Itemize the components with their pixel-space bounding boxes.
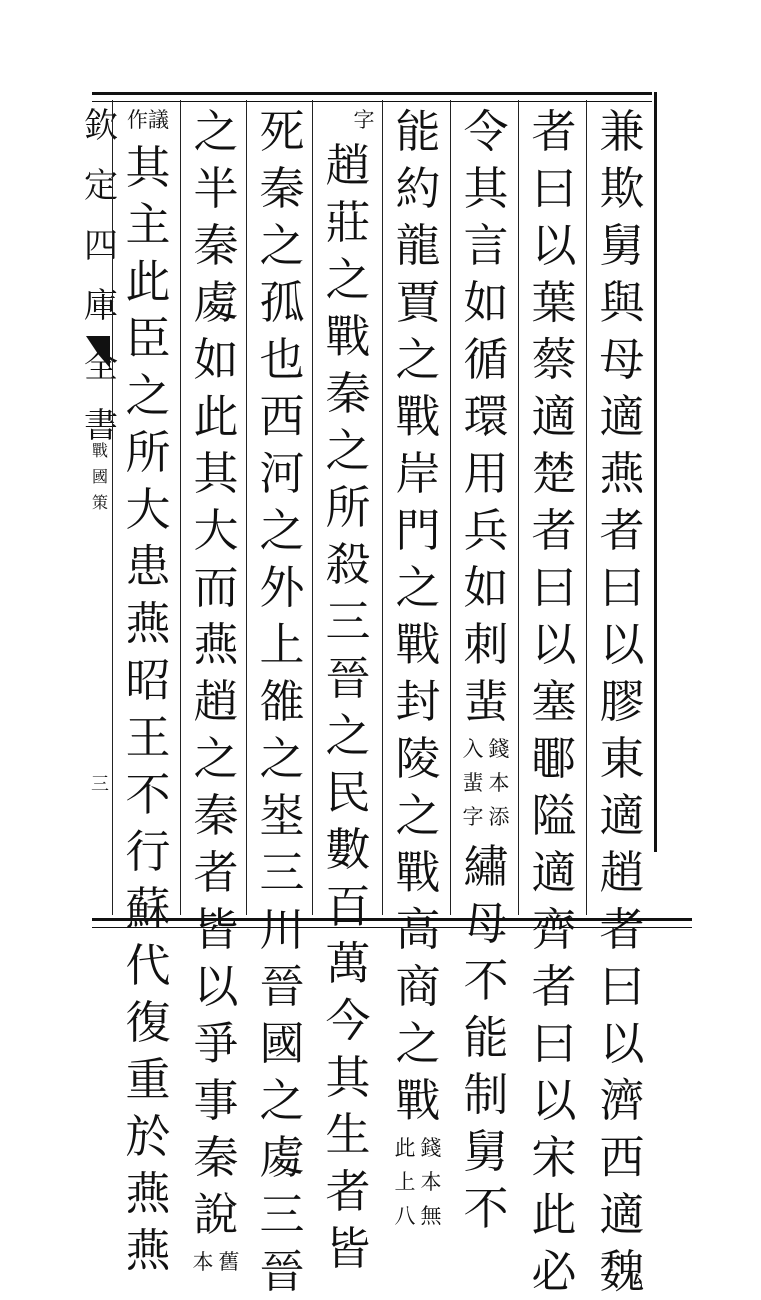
text-column-6 bbox=[252, 103, 312, 1298]
annotation bbox=[118, 103, 178, 137]
annotation-right: 錢本無 bbox=[420, 1136, 442, 1228]
page-frame-right bbox=[654, 92, 657, 852]
text-column-1 bbox=[592, 103, 652, 1298]
annotation-left: 本 bbox=[192, 1250, 214, 1274]
annotation-left: 此上八 bbox=[394, 1136, 416, 1228]
column-text: 兼欺舅與母適燕者曰以膠東適趙者曰以濟西適魏 bbox=[599, 105, 645, 1298]
page-frame-top bbox=[92, 92, 652, 102]
column-text: 令其言如循環用兵如刺蜚 bbox=[463, 105, 509, 728]
book-title: 欽定四庫全書 bbox=[84, 106, 118, 446]
text-column-7 bbox=[186, 103, 246, 1274]
annotation-continued: 字 bbox=[353, 108, 375, 132]
column-text: 趙莊之戰秦之所殺三晉之民數百萬今其生者皆 bbox=[325, 139, 371, 1275]
annotation-left: 入蜚字 bbox=[462, 737, 484, 829]
column-rule bbox=[586, 100, 587, 915]
column-text: 死秦之孤也西河之外上雒之埊三川晉國之䖏三晉 bbox=[259, 105, 305, 1298]
column-rule bbox=[246, 100, 247, 915]
annotation bbox=[456, 732, 516, 834]
column-rule bbox=[312, 100, 313, 915]
column-text: 其主此臣之所大患燕昭王不行蘇代復重於燕燕 bbox=[125, 141, 171, 1277]
column-text: 者曰以葉蔡適楚者曰以塞鄳隘適齊者曰以宋此必 bbox=[531, 105, 577, 1298]
annotation bbox=[318, 103, 378, 137]
column-rule bbox=[450, 100, 451, 915]
annotation-right: 舊 bbox=[218, 1250, 240, 1274]
column-rule bbox=[518, 100, 519, 915]
annotation bbox=[388, 1131, 448, 1233]
annotation-continued: 作議 bbox=[127, 108, 169, 132]
text-column-5 bbox=[318, 103, 378, 1275]
column-rule bbox=[112, 100, 113, 915]
column-text: 能約龍賈之戰岸門之戰封陵之戰高商之戰 bbox=[395, 105, 441, 1127]
fishtail-mark bbox=[86, 336, 110, 368]
column-text: 繡母不能制舅不 bbox=[463, 840, 509, 1235]
text-column-4 bbox=[388, 103, 448, 1228]
annotation bbox=[186, 1245, 246, 1279]
annotation-right: 錢本添 bbox=[488, 737, 510, 829]
column-rule bbox=[382, 100, 383, 915]
text-column-8 bbox=[118, 103, 178, 1277]
column-rule bbox=[180, 100, 181, 915]
column-text: 之半秦䖏如此其大而燕趙之秦者皆以爭事秦說 bbox=[193, 105, 239, 1241]
text-column-3 bbox=[456, 103, 516, 1235]
page-number: 三 bbox=[91, 774, 109, 795]
text-column-2 bbox=[524, 103, 584, 1298]
section-title: 戰國策 bbox=[91, 441, 108, 512]
